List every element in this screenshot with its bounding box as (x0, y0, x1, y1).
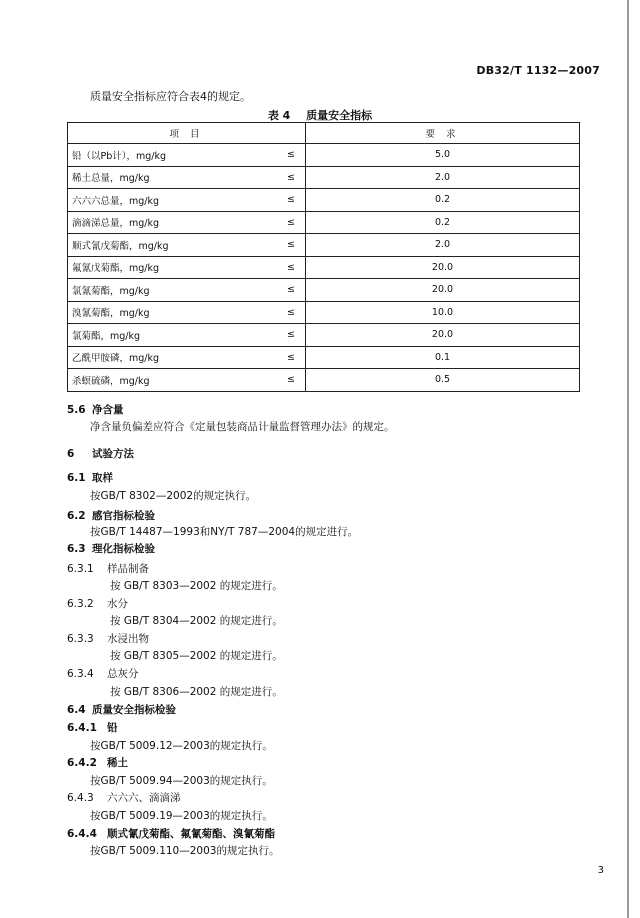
section-body-text: 按GB/T 5009.12—2003的规定执行。 (90, 740, 273, 752)
section-heading (67, 790, 181, 805)
table-row (68, 301, 580, 324)
row-item-label: 氯菊酯，mg/kg (68, 324, 278, 347)
row-item-label: 氟氰戊菊酯，mg/kg (68, 256, 278, 279)
section-heading (67, 541, 155, 556)
section-title: 样品制备 (107, 563, 149, 575)
table-row (68, 189, 580, 212)
row-required-value: 0.1 (306, 346, 580, 369)
row-required-value: 0.5 (306, 369, 580, 392)
row-comparator: ≤ (277, 369, 306, 392)
section-number: 6.2 (67, 510, 86, 522)
row-item-label: 稀土总量，mg/kg (68, 166, 278, 189)
section-heading (67, 826, 275, 841)
section-title: 试验方法 (92, 448, 134, 460)
section-number: 6.4.1 (67, 722, 97, 734)
row-required-value: 5.0 (306, 144, 580, 167)
section-title: 感官指标检验 (92, 510, 155, 522)
row-item-label: 乙酰甲胺磷，mg/kg (68, 346, 278, 369)
table-row (68, 369, 580, 392)
section-body-text: 按GB/T 8302—2002的规定执行。 (90, 490, 257, 502)
row-comparator: ≤ (277, 234, 306, 257)
section-title: 总灰分 (107, 668, 139, 680)
section-title: 水分 (107, 598, 128, 610)
row-item-label: 铅（以Pb计），mg/kg (68, 144, 278, 167)
table-row (68, 144, 580, 167)
table-row (68, 279, 580, 302)
section-body-text: 按 GB/T 8306—2002 的规定进行。 (110, 686, 283, 698)
standard-code: DB32/T 1132—2007 (476, 64, 600, 77)
table-caption (0, 107, 640, 123)
section-title: 理化指标检验 (92, 543, 155, 555)
section-number: 6.4.3 (67, 792, 94, 804)
section-title: 铅 (107, 722, 118, 734)
section-heading (67, 446, 134, 461)
section-heading (67, 508, 155, 523)
section-number: 6.3.1 (67, 563, 94, 575)
section-title: 质量安全指标检验 (92, 704, 176, 716)
row-required-value: 2.0 (306, 166, 580, 189)
row-comparator: ≤ (277, 301, 306, 324)
section-number: 6 (67, 448, 75, 460)
section-heading (67, 702, 176, 717)
section-title: 六六六、滴滴涕 (107, 792, 181, 804)
section-number: 5.6 (67, 404, 86, 416)
section-title: 稀土 (107, 757, 128, 769)
row-required-value: 20.0 (306, 256, 580, 279)
section-title: 顺式氰戊菊酯、氟氰菊酯、溴氰菊酯 (107, 828, 275, 840)
section-body-text: 按GB/T 5009.94—2003的规定执行。 (90, 775, 273, 787)
table-body (68, 144, 580, 392)
section-number: 6.3 (67, 543, 86, 555)
page-number: 3 (597, 865, 604, 876)
section-number: 6.4.4 (67, 828, 97, 840)
row-comparator: ≤ (277, 189, 306, 212)
row-required-value: 20.0 (306, 324, 580, 347)
row-comparator: ≤ (277, 211, 306, 234)
section-title: 取样 (92, 472, 113, 484)
table-row (68, 211, 580, 234)
section-body-text: 按GB/T 5009.110—2003的规定执行。 (90, 845, 280, 857)
row-comparator: ≤ (277, 144, 306, 167)
section-heading (67, 720, 118, 735)
row-comparator: ≤ (277, 166, 306, 189)
row-required-value: 0.2 (306, 189, 580, 212)
table-number: 表 4 (267, 109, 291, 122)
page-edge (627, 0, 629, 918)
safety-index-table (67, 122, 580, 392)
section-body-text: 按 GB/T 8305—2002 的规定进行。 (110, 650, 283, 662)
section-number: 6.3.4 (67, 668, 94, 680)
column-header-item: 项 目 (68, 123, 306, 144)
row-item-label: 氯氰菊酯，mg/kg (68, 279, 278, 302)
section-heading (67, 631, 149, 646)
table-row (68, 324, 580, 347)
row-item-label: 杀螟硫磷，mg/kg (68, 369, 278, 392)
row-item-label: 滴滴涕总量，mg/kg (68, 211, 278, 234)
row-required-value: 2.0 (306, 234, 580, 257)
intro-text: 质量安全指标应符合表4的规定。 (90, 90, 251, 103)
section-title: 净含量 (92, 404, 124, 416)
section-number: 6.3.2 (67, 598, 94, 610)
row-item-label: 顺式氰戊菊酯，mg/kg (68, 234, 278, 257)
row-comparator: ≤ (277, 279, 306, 302)
row-comparator: ≤ (277, 324, 306, 347)
row-item-label: 六六六总量，mg/kg (68, 189, 278, 212)
row-comparator: ≤ (277, 256, 306, 279)
table-row (68, 256, 580, 279)
row-required-value: 0.2 (306, 211, 580, 234)
section-heading (67, 755, 128, 770)
section-body-text: 按GB/T 14487—1993和NY/T 787—2004的规定进行。 (90, 526, 359, 538)
section-title: 水浸出物 (107, 633, 149, 645)
column-header-requirement: 要 求 (306, 123, 580, 144)
section-number: 6.4.2 (67, 757, 97, 769)
section-heading (67, 596, 128, 611)
section-heading (67, 666, 139, 681)
table-row (68, 346, 580, 369)
table-header-row (68, 123, 580, 144)
section-number: 6.1 (67, 472, 86, 484)
section-heading (67, 561, 149, 576)
section-body-text: 按 GB/T 8303—2002 的规定进行。 (110, 580, 283, 592)
section-heading (67, 470, 113, 485)
section-number: 6.4 (67, 704, 86, 716)
table-row (68, 166, 580, 189)
table-row (68, 234, 580, 257)
section-body-text: 净含量负偏差应符合《定量包装商品计量监督管理办法》的规定。 (90, 421, 395, 433)
row-required-value: 20.0 (306, 279, 580, 302)
row-comparator: ≤ (277, 346, 306, 369)
table-title: 质量安全指标 (306, 109, 373, 122)
section-number: 6.3.3 (67, 633, 94, 645)
row-item-label: 溴氰菊酯，mg/kg (68, 301, 278, 324)
row-required-value: 10.0 (306, 301, 580, 324)
section-body-text: 按 GB/T 8304—2002 的规定进行。 (110, 615, 283, 627)
section-body-text: 按GB/T 5009.19—2003的规定执行。 (90, 810, 273, 822)
section-heading (67, 402, 124, 417)
